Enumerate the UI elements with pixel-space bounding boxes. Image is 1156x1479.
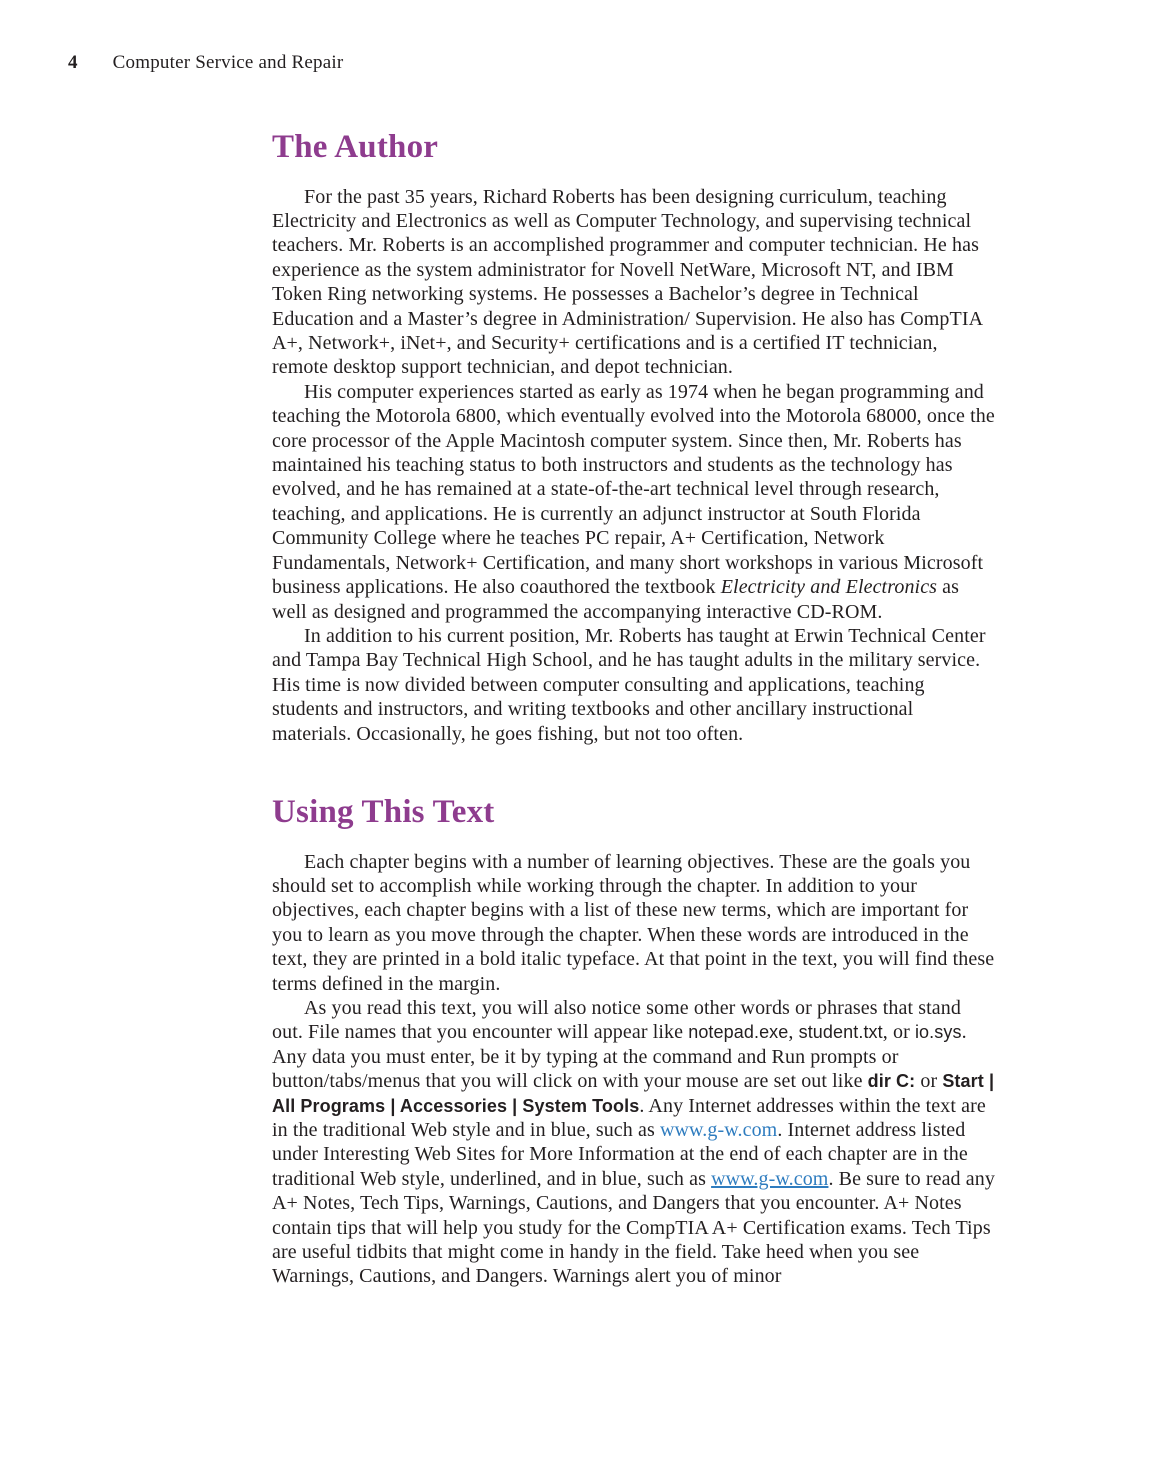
sans-text-run: student.txt	[798, 1022, 883, 1043]
text-run: . Internet address listed under Interesting Web Sites for More Information at the end of each chapter are in the traditional Web style, underlined, and in blue, such as	[272, 1119, 968, 1190]
text-run: ,	[788, 1021, 799, 1044]
web-link[interactable]: www.g-w.com	[711, 1167, 829, 1190]
page-number: 4	[68, 52, 78, 73]
italic-text-run: Electricity and Electronics	[720, 576, 938, 599]
paragraph	[272, 850, 996, 996]
sans-text-run: io.sys	[914, 1022, 962, 1043]
text-run: . Any Internet addresses within the text are in the traditional Web style and in blue, such as	[272, 1094, 986, 1141]
text-run: , or	[882, 1021, 915, 1044]
running-title: Computer Service and Repair	[112, 52, 344, 73]
section-heading: Using This Text	[272, 793, 495, 830]
text-run: or	[915, 1070, 943, 1093]
text-run: In addition to his current position, Mr. Roberts has taught at Erwin Technical Center and Tampa Bay Technical High School, and he has taught adults in the military service. His time is now divided between computer consulting and applications, teaching students and instructors, and writing textbooks and other ancillary instructional materials. Occasionally, he goes fishing, but not too often.	[272, 624, 986, 745]
text-run: His computer experiences started as early as 1974 when he began programming and teaching the Motorola 6800, which eventually evolved into the Motorola 68000, once the core processor of the Apple Macintosh computer system. Since then, Mr. Roberts has maintained his teaching status to both instructors and students as the technology has evolved, and he has remained at a state-of-the-art technical level through research, teaching, and applications. He is currently an adjunct instructor at South Florida Community College where he teaches PC repair, A+ Certification, Network Fundamentals, Network+ Certification, and many short workshops in various Microsoft business applications. He also coauthored the textbook	[272, 380, 995, 599]
sans-text-run: notepad.exe	[688, 1022, 789, 1043]
page-header	[68, 52, 343, 74]
text-run: as well as designed and programmed the accompanying interactive CD-ROM.	[272, 576, 960, 623]
paragraph	[272, 996, 996, 1289]
paragraph	[272, 624, 996, 746]
sans-bold-text-run: Start | All Programs | Accessories | System Tools	[272, 1071, 995, 1116]
section-heading: The Author	[272, 129, 439, 165]
text-run: As you read this text, you will also notice some other words or phrases that stand out. File names that you encounter will appear like	[272, 996, 961, 1044]
text-run: . Be sure to read any A+ Notes, Tech Tips, Warnings, Cautions, and Dangers that you encounter. A+ Notes contain tips that will help you study for the CompTIA A+ Certification exams. Tech Tips are useful tidbits that might come in handy in the field. Take heed when you see Warnings, Cautions, and Dangers. Warnings alert you of minor	[272, 1167, 995, 1288]
text-run: . Any data you must enter, be it by typing at the command and Run prompts or button/tabs/menus that you will click on with your mouse are set out like	[272, 1021, 967, 1093]
sans-bold-text-run: dir C:	[867, 1071, 916, 1092]
paragraph	[272, 380, 996, 624]
text-run: Each chapter begins with a number of learning objectives. These are the goals you should set to accomplish while working through the chapter. In addition to your objectives, each chapter begins with a list of these new terms, which are important for you to learn as you move through the chapter. When these words are introduced in the text, they are printed in a bold italic typeface. At that point in the text, you will find these terms defined in the margin.	[272, 850, 995, 995]
web-link[interactable]: www.g-w.com	[659, 1119, 778, 1141]
content	[272, 128, 996, 1289]
text-run: For the past 35 years, Richard Roberts has been designing curriculum, teaching Electricity and Electronics as well as Computer Technology, and supervising technical teachers. Mr. Roberts is an accomplished programmer and computer technician. He has experience as the system administrator for Novell NetWare, Microsoft NT, and IBM Token Ring networking systems. He possesses a Bachelor’s degree in Technical Education and a Master’s degree in Administration/ Supervision. He also has CompTIA A+, Network+, iNet+, and Security+ certifications and is a certified IT technician, remote desktop support technician, and depot technician.	[272, 185, 983, 379]
paragraph	[272, 185, 996, 380]
